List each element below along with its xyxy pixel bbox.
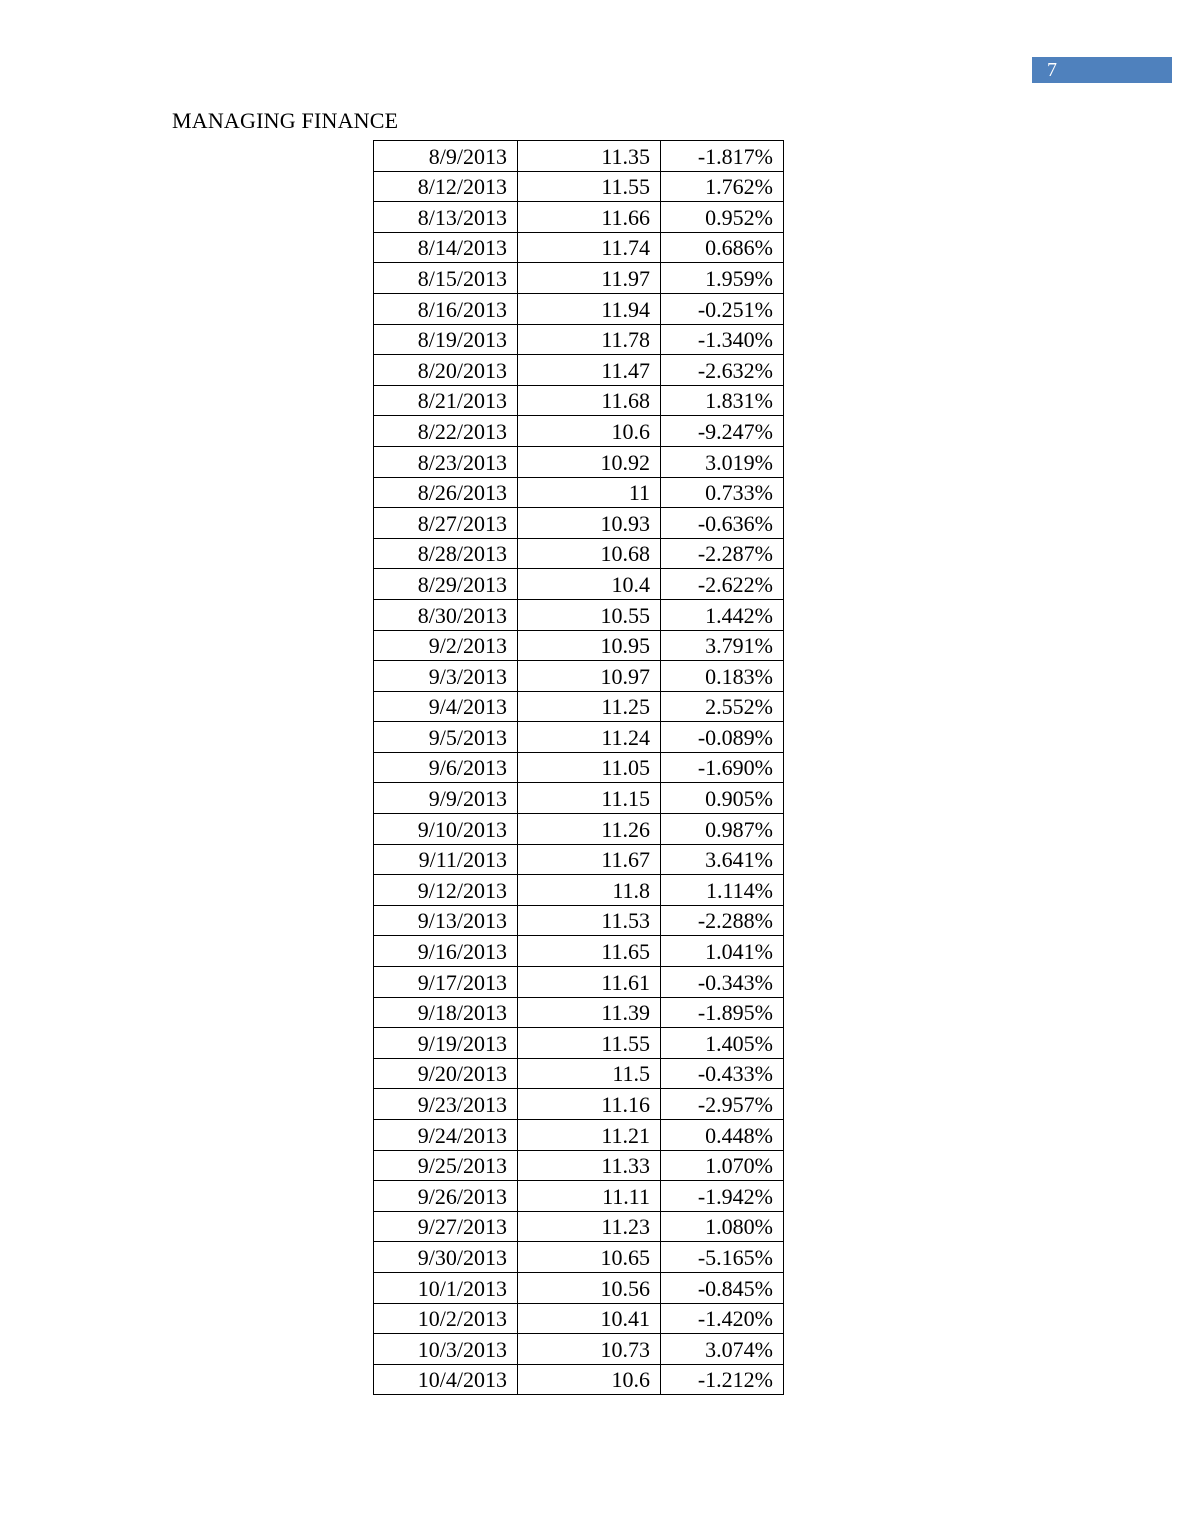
table-row <box>374 936 784 967</box>
date-cell: 10/1/2013 <box>374 1272 518 1303</box>
price-cell: 11.8 <box>518 875 661 906</box>
return-cell: -5.165% <box>661 1242 784 1273</box>
table-row <box>374 477 784 508</box>
price-cell: 11.47 <box>518 355 661 386</box>
table-row <box>374 385 784 416</box>
price-cell: 11.65 <box>518 936 661 967</box>
return-cell: 1.762% <box>661 171 784 202</box>
table-row <box>374 569 784 600</box>
return-cell: -1.817% <box>661 141 784 172</box>
price-cell: 11 <box>518 477 661 508</box>
return-cell: 1.405% <box>661 1028 784 1059</box>
table-row <box>374 293 784 324</box>
table-row <box>374 599 784 630</box>
date-cell: 8/22/2013 <box>374 416 518 447</box>
table-row <box>374 997 784 1028</box>
date-cell: 9/11/2013 <box>374 844 518 875</box>
return-cell: 0.952% <box>661 202 784 233</box>
date-cell: 8/13/2013 <box>374 202 518 233</box>
table-row <box>374 844 784 875</box>
date-cell: 9/6/2013 <box>374 752 518 783</box>
price-cell: 10.41 <box>518 1303 661 1334</box>
price-cell: 10.93 <box>518 508 661 539</box>
date-cell: 9/17/2013 <box>374 967 518 998</box>
date-cell: 8/9/2013 <box>374 141 518 172</box>
date-cell: 9/23/2013 <box>374 1089 518 1120</box>
return-cell: 0.686% <box>661 232 784 263</box>
return-cell: 3.074% <box>661 1334 784 1365</box>
table-row <box>374 1272 784 1303</box>
date-cell: 8/28/2013 <box>374 538 518 569</box>
return-cell: -0.636% <box>661 508 784 539</box>
table-row <box>374 783 784 814</box>
table-row <box>374 538 784 569</box>
return-cell: -0.089% <box>661 722 784 753</box>
table-row <box>374 1242 784 1273</box>
price-cell: 11.25 <box>518 691 661 722</box>
price-cell: 10.6 <box>518 416 661 447</box>
price-cell: 10.73 <box>518 1334 661 1365</box>
price-cell: 11.15 <box>518 783 661 814</box>
table-row <box>374 905 784 936</box>
date-cell: 8/20/2013 <box>374 355 518 386</box>
price-cell: 11.24 <box>518 722 661 753</box>
return-cell: -1.420% <box>661 1303 784 1334</box>
table-row <box>374 232 784 263</box>
price-cell: 10.92 <box>518 446 661 477</box>
return-cell: -2.622% <box>661 569 784 600</box>
date-cell: 9/12/2013 <box>374 875 518 906</box>
return-cell: 1.959% <box>661 263 784 294</box>
stock-price-table <box>373 140 784 1395</box>
table-row <box>374 202 784 233</box>
table-row <box>374 263 784 294</box>
table-row <box>374 630 784 661</box>
return-cell: 3.791% <box>661 630 784 661</box>
return-cell: -2.287% <box>661 538 784 569</box>
return-cell: 1.070% <box>661 1150 784 1181</box>
table-row <box>374 1364 784 1395</box>
return-cell: -9.247% <box>661 416 784 447</box>
date-cell: 10/3/2013 <box>374 1334 518 1365</box>
return-cell: -2.957% <box>661 1089 784 1120</box>
price-cell: 11.67 <box>518 844 661 875</box>
return-cell: 0.448% <box>661 1120 784 1151</box>
running-header-title: MANAGING FINANCE <box>172 108 399 133</box>
date-cell: 9/25/2013 <box>374 1150 518 1181</box>
table-row <box>374 1028 784 1059</box>
return-cell: 0.733% <box>661 477 784 508</box>
date-cell: 9/10/2013 <box>374 814 518 845</box>
table-row <box>374 141 784 172</box>
price-cell: 11.66 <box>518 202 661 233</box>
price-cell: 11.35 <box>518 141 661 172</box>
return-cell: 1.114% <box>661 875 784 906</box>
return-cell: -1.942% <box>661 1181 784 1212</box>
price-cell: 10.95 <box>518 630 661 661</box>
return-cell: -2.632% <box>661 355 784 386</box>
table-row <box>374 416 784 447</box>
date-cell: 8/30/2013 <box>374 599 518 630</box>
date-cell: 8/27/2013 <box>374 508 518 539</box>
return-cell: 0.183% <box>661 661 784 692</box>
table-row <box>374 752 784 783</box>
price-cell: 11.33 <box>518 1150 661 1181</box>
price-cell: 11.11 <box>518 1181 661 1212</box>
table-row <box>374 1150 784 1181</box>
date-cell: 9/4/2013 <box>374 691 518 722</box>
date-cell: 9/24/2013 <box>374 1120 518 1151</box>
price-cell: 11.55 <box>518 1028 661 1059</box>
table-row <box>374 171 784 202</box>
price-cell: 10.68 <box>518 538 661 569</box>
return-cell: 0.987% <box>661 814 784 845</box>
return-cell: -0.251% <box>661 293 784 324</box>
date-cell: 9/2/2013 <box>374 630 518 661</box>
return-cell: 1.442% <box>661 599 784 630</box>
price-cell: 11.55 <box>518 171 661 202</box>
table-row <box>374 722 784 753</box>
price-cell: 11.21 <box>518 1120 661 1151</box>
price-cell: 11.53 <box>518 905 661 936</box>
date-cell: 9/9/2013 <box>374 783 518 814</box>
price-cell: 11.97 <box>518 263 661 294</box>
date-cell: 10/2/2013 <box>374 1303 518 1334</box>
price-cell: 11.68 <box>518 385 661 416</box>
return-cell: 2.552% <box>661 691 784 722</box>
page-number: 7 <box>1047 59 1057 81</box>
return-cell: 1.041% <box>661 936 784 967</box>
price-cell: 10.56 <box>518 1272 661 1303</box>
table-row <box>374 967 784 998</box>
date-cell: 10/4/2013 <box>374 1364 518 1395</box>
price-cell: 11.05 <box>518 752 661 783</box>
date-cell: 9/3/2013 <box>374 661 518 692</box>
date-cell: 9/27/2013 <box>374 1211 518 1242</box>
price-cell: 11.61 <box>518 967 661 998</box>
return-cell: 1.831% <box>661 385 784 416</box>
date-cell: 8/23/2013 <box>374 446 518 477</box>
return-cell: -1.212% <box>661 1364 784 1395</box>
date-cell: 8/19/2013 <box>374 324 518 355</box>
date-cell: 8/12/2013 <box>374 171 518 202</box>
price-cell: 11.5 <box>518 1058 661 1089</box>
date-cell: 8/16/2013 <box>374 293 518 324</box>
table-row <box>374 661 784 692</box>
table-row <box>374 508 784 539</box>
table-row <box>374 1211 784 1242</box>
price-cell: 11.16 <box>518 1089 661 1120</box>
table-row <box>374 446 784 477</box>
date-cell: 9/5/2013 <box>374 722 518 753</box>
date-cell: 9/19/2013 <box>374 1028 518 1059</box>
price-cell: 11.23 <box>518 1211 661 1242</box>
date-cell: 8/26/2013 <box>374 477 518 508</box>
return-cell: -0.343% <box>661 967 784 998</box>
return-cell: -1.340% <box>661 324 784 355</box>
table-row <box>374 814 784 845</box>
table-row <box>374 1181 784 1212</box>
return-cell: 0.905% <box>661 783 784 814</box>
price-cell: 11.94 <box>518 293 661 324</box>
price-cell: 11.39 <box>518 997 661 1028</box>
return-cell: 1.080% <box>661 1211 784 1242</box>
price-cell: 11.26 <box>518 814 661 845</box>
table-body <box>374 141 784 1395</box>
table-row <box>374 1334 784 1365</box>
price-cell: 10.4 <box>518 569 661 600</box>
return-cell: -0.433% <box>661 1058 784 1089</box>
table-row <box>374 1303 784 1334</box>
date-cell: 9/26/2013 <box>374 1181 518 1212</box>
price-cell: 10.55 <box>518 599 661 630</box>
table-row <box>374 691 784 722</box>
price-cell: 10.6 <box>518 1364 661 1395</box>
table-row <box>374 875 784 906</box>
table-row <box>374 355 784 386</box>
table-row <box>374 1089 784 1120</box>
date-cell: 9/18/2013 <box>374 997 518 1028</box>
return-cell: -1.895% <box>661 997 784 1028</box>
table-row <box>374 1120 784 1151</box>
return-cell: -0.845% <box>661 1272 784 1303</box>
date-cell: 8/21/2013 <box>374 385 518 416</box>
date-cell: 9/20/2013 <box>374 1058 518 1089</box>
return-cell: -2.288% <box>661 905 784 936</box>
date-cell: 8/14/2013 <box>374 232 518 263</box>
date-cell: 9/13/2013 <box>374 905 518 936</box>
price-cell: 11.74 <box>518 232 661 263</box>
price-cell: 10.65 <box>518 1242 661 1273</box>
date-cell: 8/29/2013 <box>374 569 518 600</box>
return-cell: 3.641% <box>661 844 784 875</box>
price-cell: 11.78 <box>518 324 661 355</box>
return-cell: 3.019% <box>661 446 784 477</box>
date-cell: 8/15/2013 <box>374 263 518 294</box>
table-row <box>374 324 784 355</box>
table-row <box>374 1058 784 1089</box>
page-number-box <box>1032 57 1172 83</box>
return-cell: -1.690% <box>661 752 784 783</box>
date-cell: 9/30/2013 <box>374 1242 518 1273</box>
price-cell: 10.97 <box>518 661 661 692</box>
date-cell: 9/16/2013 <box>374 936 518 967</box>
